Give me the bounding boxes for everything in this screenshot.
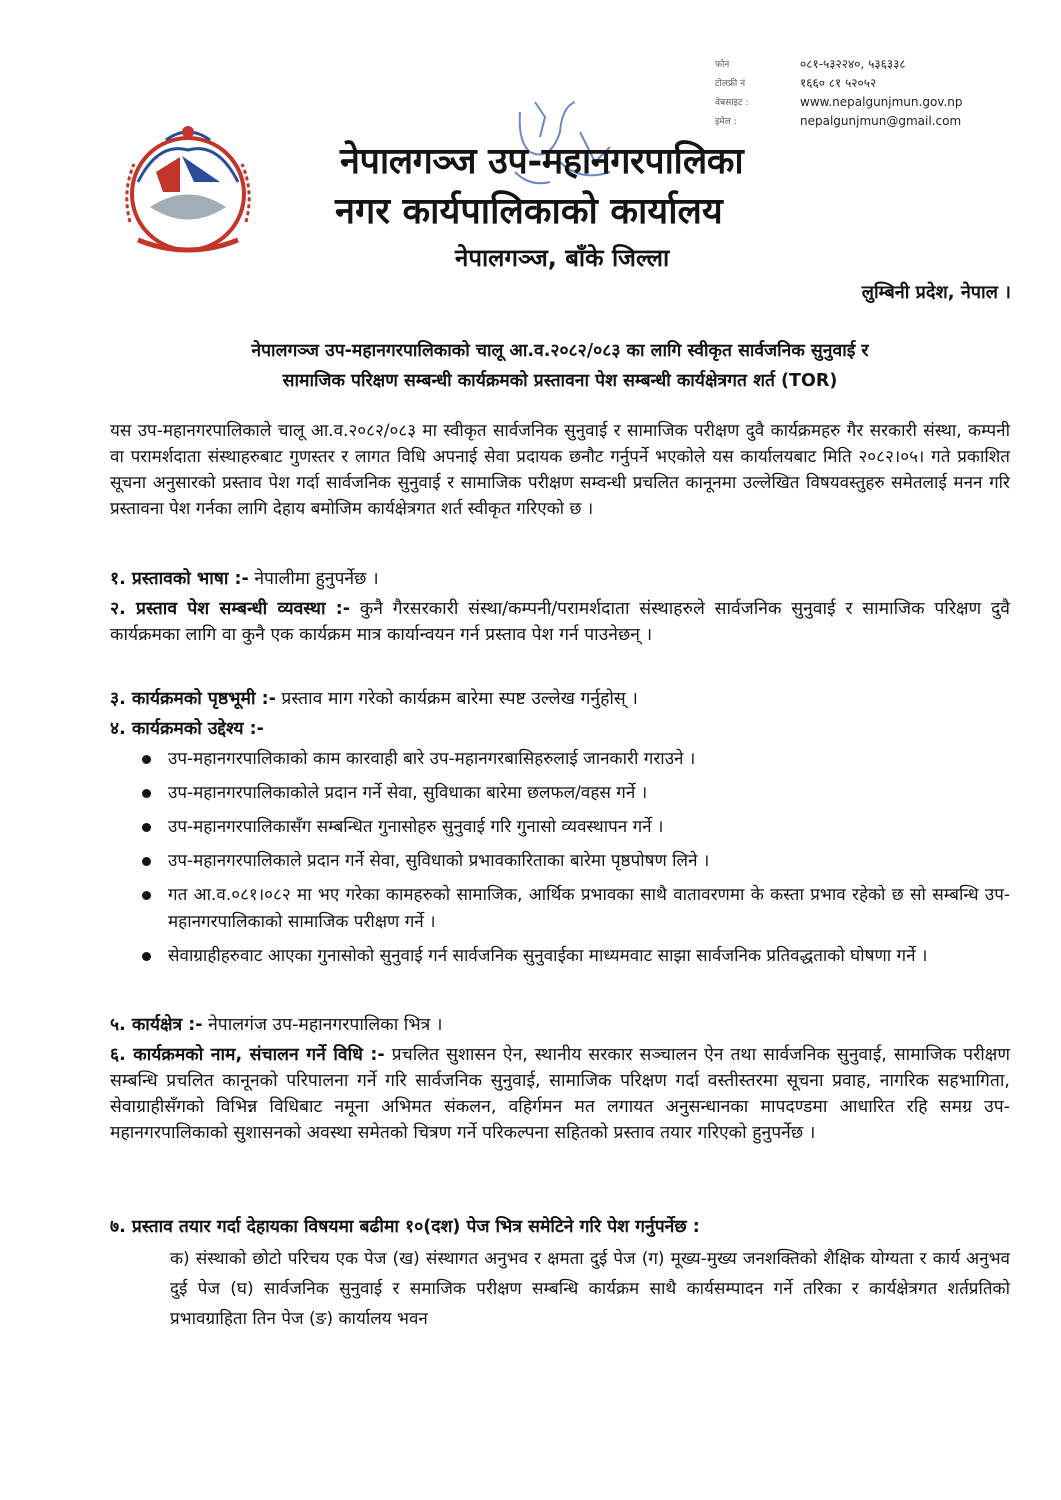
heading-line-1: नेपालगञ्ज उप-महानगरपालिकाको चालू आ.व.२०८२/०८३ का लागि स्वीकृत सार्वजनिक सुनुवाई र (251, 341, 869, 361)
proposal-contents-text: क) संस्थाको छोटो परिचय एक पेज (ख) संस्थागत अनुभव र क्षमता दुई पेज (ग) मूख्य-मुख्य जनशक्तिको शैक्षिक योग्यता र कार्य अनुभव दुई पेज (घ) सार्वजनिक सुनुवाई र समाजिक परीक्षण सम्बन्धि कार्यक्रम साथै कार्यसम्पादन गर्ने तरिका र कार्यक्षेत्रगत शर्तप्रतिको प्रभावग्राहिता तिन पेज (ङ) कार्यालय भवन (170, 1249, 1010, 1329)
phone-number: ०८१-५३२२४०, ५३६३३८ (800, 57, 906, 71)
section-heading: १. प्रस्तावको भाषा :- (110, 569, 249, 589)
objective-text: उप-महानगरपालिकासँग सम्बन्धित गुनासोहरु सुनुवाई गरि गुनासो व्यवस्थापन गर्ने । (168, 817, 664, 837)
objective-text: उप-महानगरपालिकाकोले प्रदान गर्ने सेवा, सुविधाका बारेमा छलफल/वहस गर्ने । (168, 783, 648, 803)
objectives-list (140, 746, 1010, 977)
section-heading: ४. कार्यक्रमको उद्देश्य :- (110, 719, 264, 739)
bullet-icon (142, 789, 151, 798)
section-heading: ७. प्रस्ताव तयार गर्दा देहायका विषयमा बढीमा १०(दश) पेज भित्र समेटिने गरि पेश गर्नुपर्नेछ : (110, 1217, 700, 1237)
contact-block (715, 54, 1015, 130)
intro-paragraph: यस उप-महानगरपालिकाले चालू आ.व.२०८२/०८३ मा स्वीकृत सार्वजनिक सुनुवाई र सामाजिक परीक्षण दुवै कार्यक्रमहरु गैर सरकारी संस्था, कम्पनी वा परामर्शदाता संस्थाहरुबाट गुणस्तर र लागत विधि अपनाई सेवा प्रदायक छनौट गर्नुपर्ने भएकोले यस कार्यालयबाट मिति २०८२।०५। गते प्रकाशित सूचना अनुसारको प्रस्ताव पेश गर्दा सार्वजनिक सुनुवाई र सामाजिक परीक्षण सम्वन्धी प्रचलित कानूनमा उल्लेखित विषयवस्तुहरु समेतलाई मनन गरि प्रस्तावना पेश गर्नका लागि देहाय बमोजिम कार्यक्षेत्रगत शर्त स्वीकृत गरिएको छ । (110, 421, 1010, 519)
office-title-line2: नगर कार्यपालिकाको कार्यालय (335, 190, 723, 232)
contact-email-row (715, 111, 1015, 130)
section-scope (110, 1012, 1010, 1038)
bullet-icon (142, 952, 151, 961)
objective-text: उप-महानगरपालिकाले प्रदान गर्ने सेवा, सुविधाको प्रभावकारिताका बारेमा पृष्ठपोषण लिने । (168, 851, 710, 871)
list-item (140, 848, 1010, 875)
section-background (110, 686, 1010, 712)
section-language (110, 566, 1010, 592)
heading-line-2: सामाजिक परिक्षण सम्बन्धी कार्यक्रमको प्रस्तावना पेश सम्बन्धी कार्यक्षेत्रगत शर्त (TOR) (282, 371, 838, 391)
contact-website-row (715, 92, 1015, 111)
section-objectives (110, 716, 1010, 742)
contact-label: इमेल : (715, 117, 737, 127)
website-link[interactable]: www.nepalgunjmun.gov.np (800, 94, 963, 109)
office-title-line1: नेपालगञ्ज उप-महानगरपालिका (340, 140, 744, 182)
nepal-emblem-icon (108, 112, 268, 262)
list-item (140, 814, 1010, 841)
list-item (140, 780, 1010, 807)
contact-phone-row (715, 54, 1015, 73)
objective-text: सेवाग्राहीहरुवाट आएका गुनासोको सुनुवाई गर्न सार्वजनिक सुनुवाईका माध्यमवाट साझा सार्वजनिक प्रतिवद्धताको घोषणा गर्ने । (168, 946, 928, 966)
contact-tollfree-row (715, 73, 1015, 92)
section-heading: ५. कार्यक्षेत्र :- (110, 1015, 203, 1035)
contact-label: टोलफ्री नं (715, 79, 746, 89)
section-method (110, 1042, 1010, 1146)
tollfree-number: १६६० ८१ ५२०५२ (800, 76, 877, 90)
section-heading: ३. कार्यक्रमको पृष्ठभूमी :- (110, 689, 276, 709)
section-text: प्रस्ताव माग गरेको कार्यक्रम बारेमा स्पष्ट उल्लेख गर्नुहोस् । (275, 689, 638, 709)
section-proposal-contents (110, 1214, 1010, 1240)
section-heading: २. प्रस्ताव पेश सम्बन्धी व्यवस्था :- (110, 599, 351, 619)
province-label: लुम्बिनी प्रदेश, नेपाल । (861, 282, 1011, 303)
email-link[interactable]: nepalgunjmun@gmail.com (800, 113, 962, 128)
office-location: नेपालगञ्ज, बाँके जिल्ला (455, 244, 670, 272)
bullet-icon (142, 891, 151, 900)
bullet-icon (142, 755, 151, 764)
section-text: नेपालीमा हुनुपर्नेछ । (248, 569, 379, 589)
contact-label: वेबसाइट : (715, 98, 749, 108)
section-text: कुनै गैरसरकारी संस्था/कम्पनी/परामर्शदाता संस्थाहरुले सार्वजनिक सुनुवाई र सामाजिक परिक्षण दुवै कार्यक्रमका लागि वा कुनै एक कार्यक्रम मात्र कार्यान्वयन गर्न प्रस्ताव पेश गर्न पाउनेछन् । (110, 599, 1010, 645)
contact-label: फोन (715, 60, 730, 70)
section-submission (110, 596, 1010, 648)
objective-text: उप-महानगरपालिकाको काम कारवाही बारे उप-महानगरबासिहरुलाई जानकारी गराउने । (168, 749, 696, 769)
list-item (140, 943, 1010, 970)
document-heading (110, 336, 1010, 396)
bullet-icon (142, 823, 151, 832)
list-item (140, 746, 1010, 773)
section-text: नेपालगंज उप-महानगरपालिका भित्र । (202, 1015, 443, 1035)
section-heading: ६. कार्यक्रमको नाम, संचालन गर्ने विधि :- (110, 1045, 385, 1065)
list-item (140, 882, 1010, 936)
bullet-icon (142, 857, 151, 866)
section-text: प्रचलित सुशासन ऐन, स्थानीय सरकार सञ्चालन ऐन तथा सार्वजनिक सुनुवाई, सामाजिक परीक्षण सम्बन्धि प्रचलित कानूनको परिपालना गर्ने गरि सार्वजनिक सुनुवाई, सामाजिक परिक्षण गर्दा वस्तीस्तरमा सूचना प्रवाह, नागरिक सहभागिता, सेवाग्राहीसँगको विभिन्न विधिबाट नमूना अभिमत संकलन, वहिर्गमन मत लगायत अनुसन्धानका मापदण्डमा आधारित रहि समग्र उप-महानगरपालिकाको सुशासनको अवस्था समेतको चित्रण गर्ने परिकल्पना सहितको प्रस्ताव तयार गरिएको हुनुपर्नेछ । (110, 1045, 1010, 1143)
objective-text: गत आ.व.०८१।०८२ मा भए गरेका कामहरुको सामाजिक, आर्थिक प्रभावका साथै वातावरणमा के कस्ता प्रभाव रहेको छ सो सम्बन्धि उप-महानगरपालिकाको सामाजिक परीक्षण गर्ने । (168, 885, 1010, 932)
